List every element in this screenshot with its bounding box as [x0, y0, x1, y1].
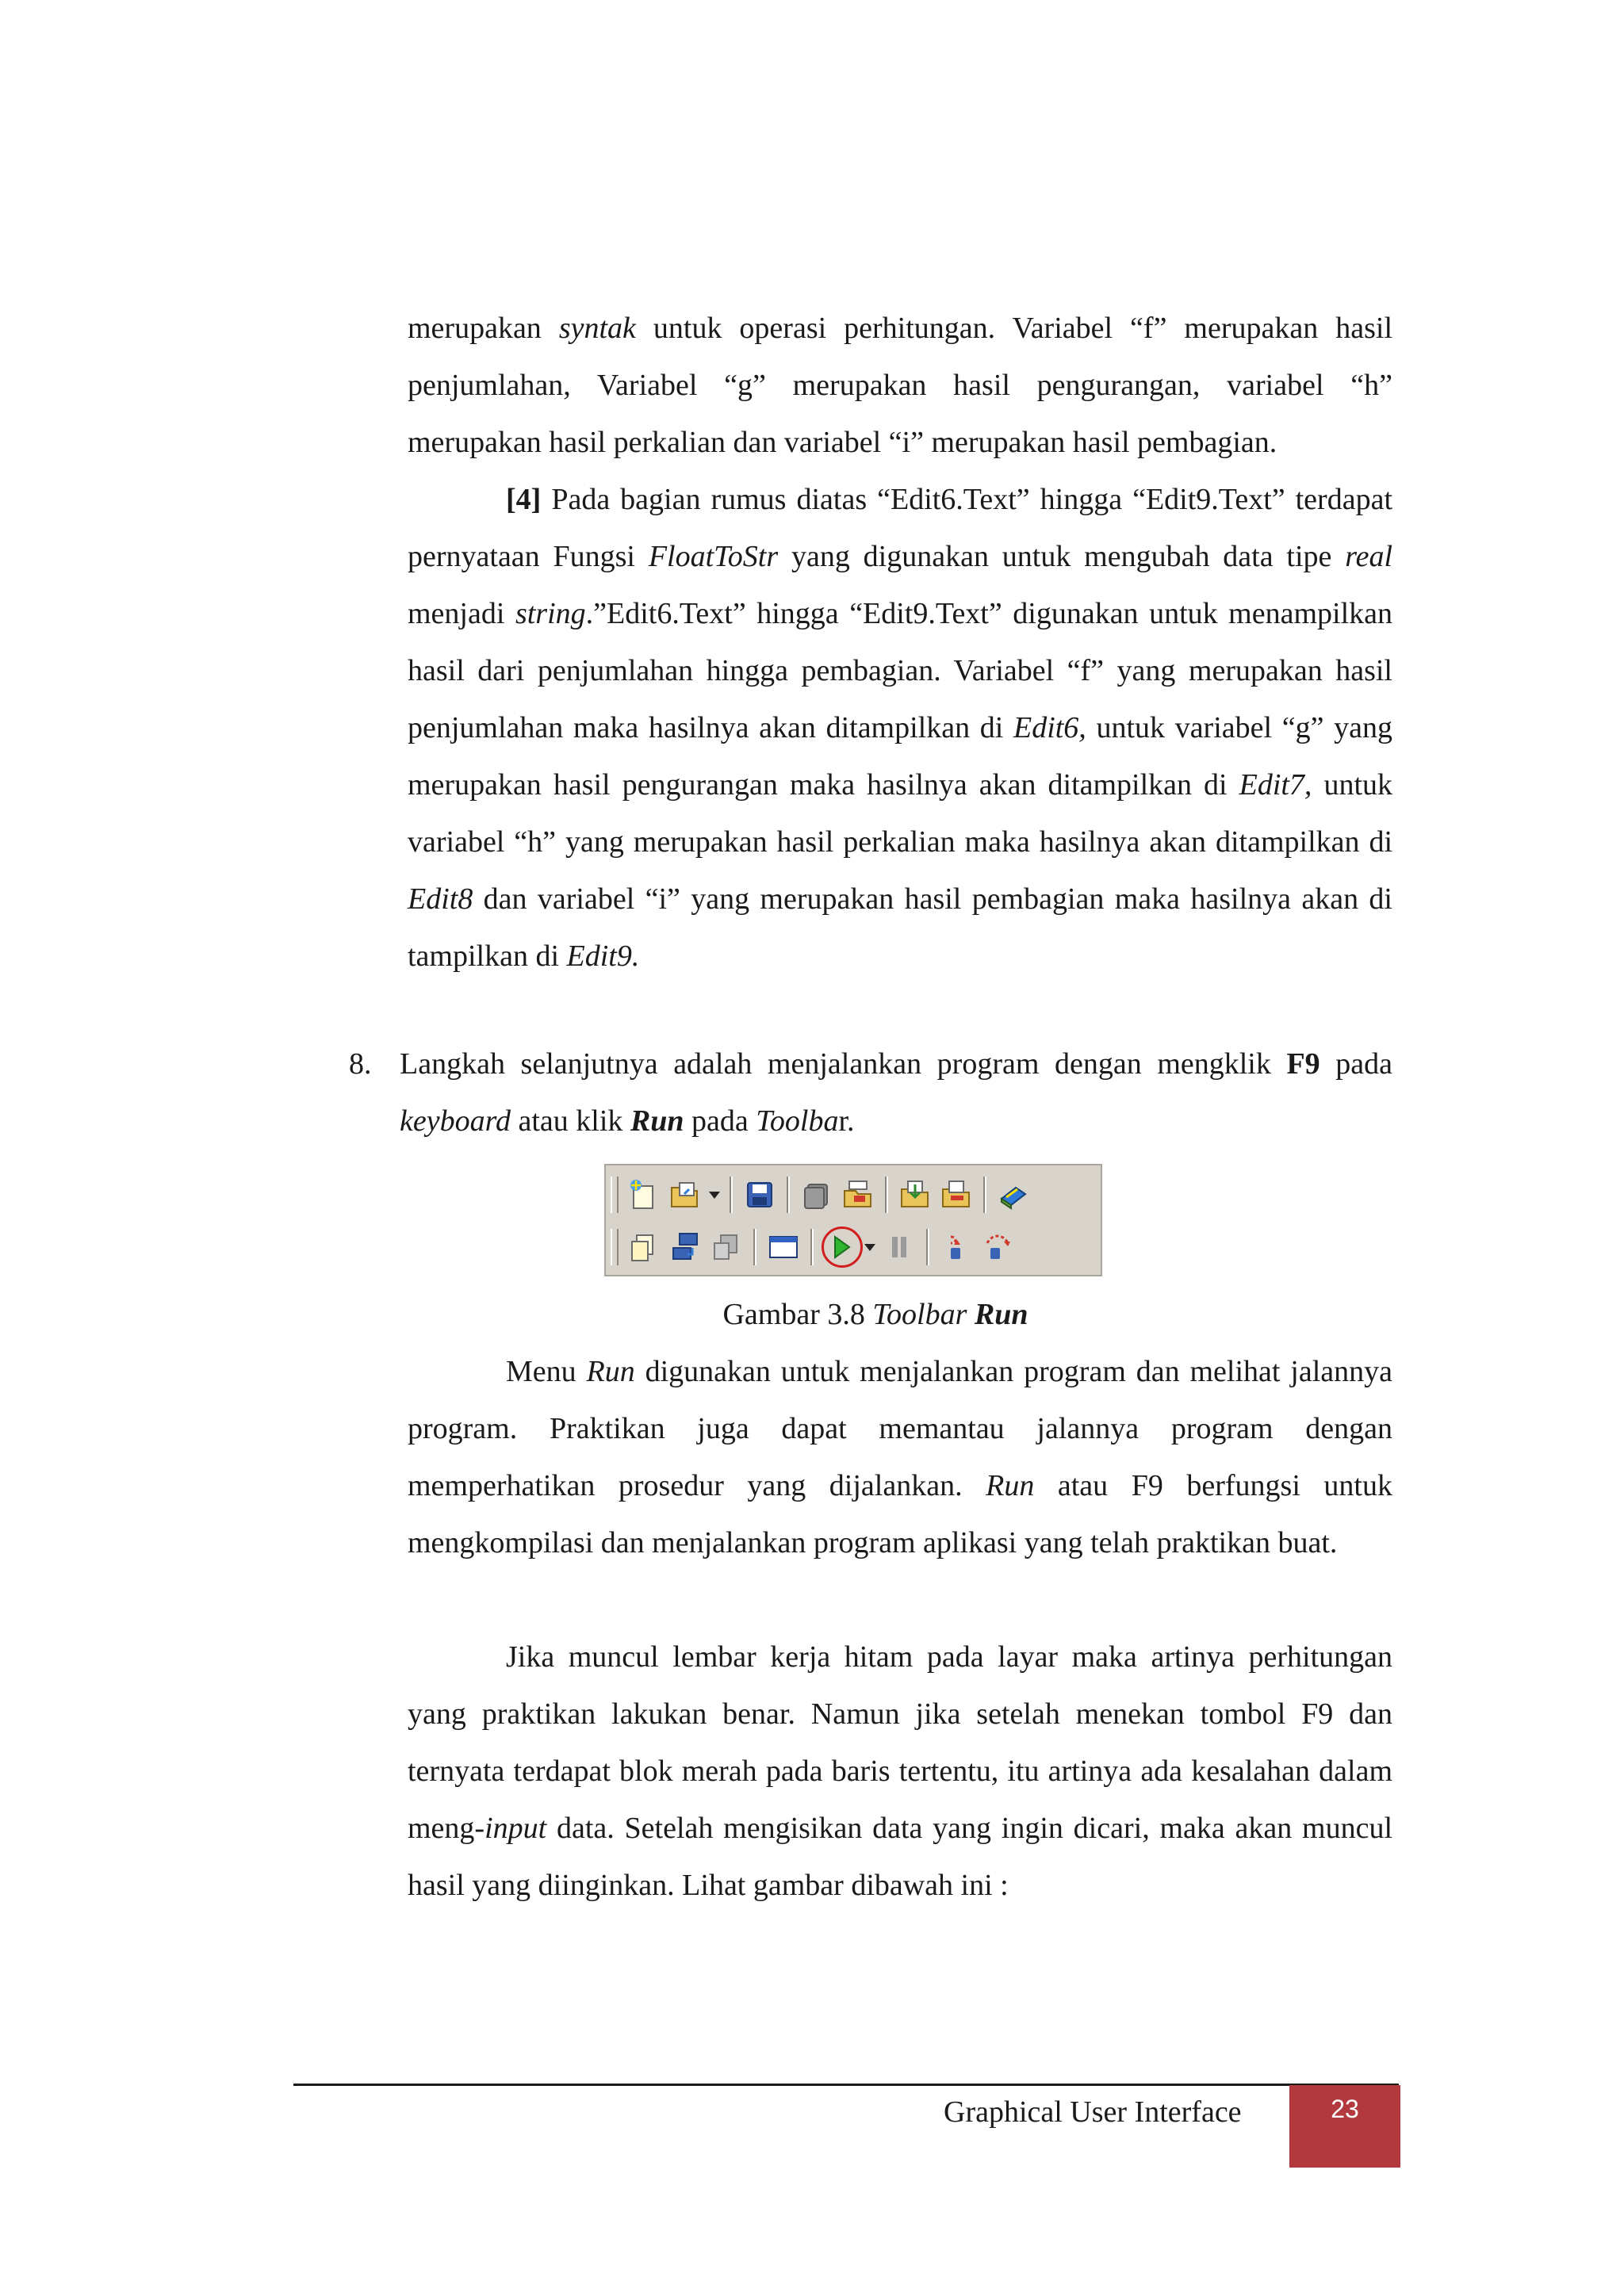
trace-into-icon[interactable]: [936, 1226, 977, 1268]
toolbar-separator: [753, 1229, 756, 1265]
toolbar-grip: [611, 1177, 619, 1213]
text-run: yang digunakan untuk mengubah data tipe: [778, 540, 1346, 573]
caption-bold-italic: Run: [974, 1298, 1028, 1331]
caption-italic: Toolbar: [872, 1298, 975, 1331]
toolbar-separator: [885, 1177, 888, 1213]
text-run: dan variabel “i” yang merupakan hasil pembagian maka hasilnya akan di tampilkan di: [408, 882, 1392, 973]
text-run: Pada bagian rumus diatas “Edit6.Text” hingga “Edit9.Text” terdapat pernyataan Fungsi: [408, 483, 1392, 573]
toolbar-separator: [983, 1177, 986, 1213]
page-number: 23: [1331, 2095, 1359, 2123]
run-highlight-circle: [822, 1226, 863, 1268]
view-form-icon[interactable]: [763, 1226, 804, 1268]
paragraph-floattostr: [408, 471, 1392, 985]
pause-icon[interactable]: [879, 1226, 920, 1268]
text-run: untuk variabel “g” yang merupakan hasil pengurangan maka hasilnya akan ditampilkan di: [408, 711, 1392, 802]
text-run: Jika muncul lembar kerja hitam pada layar maka artinya perhitungan yang praktikan lakukan benar. Namun jika setelah menekan tombol F9 dan ternyata terdapat blok merah pada baris tertentu, itu artinya ada kesalahan dalam meng-: [408, 1640, 1392, 1845]
toggle-form-unit-icon[interactable]: [665, 1226, 706, 1268]
list-number: 8.: [349, 1047, 372, 1081]
paragraph-syntak: [408, 300, 1392, 471]
footer-rule: [293, 2084, 1399, 2086]
new-item-icon[interactable]: [623, 1174, 665, 1215]
toolbar-separator: [926, 1229, 929, 1265]
text-run: Menu: [506, 1355, 587, 1388]
text-run: data. Setelah mengisikan data yang ingin dicari, maka akan muncul hasil yang diinginkan. Lihat gambar dibawah ini :: [408, 1812, 1392, 1902]
text-run: menjadi: [408, 597, 515, 630]
reference-label: [4]: [506, 483, 542, 516]
text-run-italic: Edit8: [408, 882, 473, 916]
close-icon[interactable]: [796, 1174, 837, 1215]
toolbar-run-figure: [604, 1164, 1102, 1276]
open-project-icon[interactable]: [837, 1174, 879, 1215]
list-item-8: [349, 1035, 1392, 1150]
run-dropdown-arrow[interactable]: [861, 1226, 879, 1268]
text-run-bold-italic: Run: [630, 1104, 684, 1138]
caption-prefix: Gambar 3.8: [722, 1298, 873, 1331]
text-run: Langkah selanjutnya adalah menjalankan program dengan mengklik: [400, 1047, 1287, 1081]
figure-caption: [63, 1292, 1624, 1337]
toolbar-grip: [611, 1229, 619, 1265]
paragraph-menu-run: [408, 1343, 1392, 1571]
text-run: untuk variabel “h” yang merupakan hasil perkalian maka hasilnya akan ditampilkan di: [408, 768, 1392, 859]
text-run-italic: real: [1345, 540, 1393, 573]
text-run-italic: FloatToStr: [648, 540, 779, 573]
text-run: merupakan: [408, 312, 559, 345]
new-form-icon[interactable]: [623, 1226, 665, 1268]
toolbar-separator: [787, 1177, 790, 1213]
text-run-italic: Toolba: [756, 1104, 839, 1138]
text-run-italic: Edit9.: [566, 939, 640, 973]
step-over-icon[interactable]: [977, 1226, 1018, 1268]
toolbar-row-standard: [611, 1170, 1096, 1219]
save-all-icon[interactable]: [739, 1174, 780, 1215]
footer-title: Graphical User Interface: [944, 2095, 1242, 2129]
text-run: untuk operasi perhitungan. Variabel “f” merupakan hasil penjumlahan, Variabel “g” merupakan hasil pengurangan, variabel “h” merupakan hasil perkalian dan variabel “i” merupakan hasil pembagian.: [408, 312, 1393, 459]
text-run-italic: syntak: [558, 312, 636, 345]
help-icon[interactable]: [993, 1174, 1034, 1215]
run-button[interactable]: [820, 1226, 861, 1268]
text-run: atau klik: [510, 1104, 630, 1138]
text-run-bold: F9: [1286, 1047, 1320, 1081]
toolbar-separator: [810, 1229, 814, 1265]
text-run-italic: Run: [986, 1469, 1035, 1502]
page-number-box: [1289, 2085, 1400, 2168]
text-run: pada: [1320, 1047, 1392, 1081]
text-run-italic: Edit6,: [1013, 711, 1086, 744]
text-run: r.: [838, 1104, 855, 1138]
text-run-italic: Run: [586, 1355, 635, 1388]
list-item-text: [400, 1035, 1392, 1150]
paragraph-jika: [408, 1628, 1392, 1914]
view-unit-icon[interactable]: [706, 1226, 747, 1268]
add-to-project-icon[interactable]: [894, 1174, 936, 1215]
text-run-italic: string: [515, 597, 586, 630]
text-run: pada: [684, 1104, 756, 1138]
text-run: atau F9 berfungsi untuk mengkompilasi dan menjalankan program aplikasi yang telah praktikan buat.: [408, 1469, 1392, 1559]
remove-from-project-icon[interactable]: [936, 1174, 977, 1215]
toolbar-separator: [730, 1177, 733, 1213]
text-run-italic: Edit7,: [1239, 768, 1312, 802]
text-run-italic: keyboard: [400, 1104, 511, 1138]
open-dropdown-arrow[interactable]: [706, 1174, 723, 1215]
open-icon[interactable]: [665, 1174, 706, 1215]
text-run-italic: input: [485, 1812, 547, 1845]
text-run: digunakan untuk menjalankan program dan melihat jalannya program. Praktikan juga dapat memantau jalannya program dengan memperhatikan prosedur yang dijalankan.: [408, 1355, 1392, 1502]
toolbar-row-debug: [611, 1223, 1096, 1272]
text-run: .”Edit6.Text” hingga “Edit9.Text” digunakan untuk menampilkan hasil dari penjumlahan hingga pembagian. Variabel “f” yang merupakan hasil penjumlahan maka hasilnya akan ditampilkan di: [408, 597, 1393, 744]
